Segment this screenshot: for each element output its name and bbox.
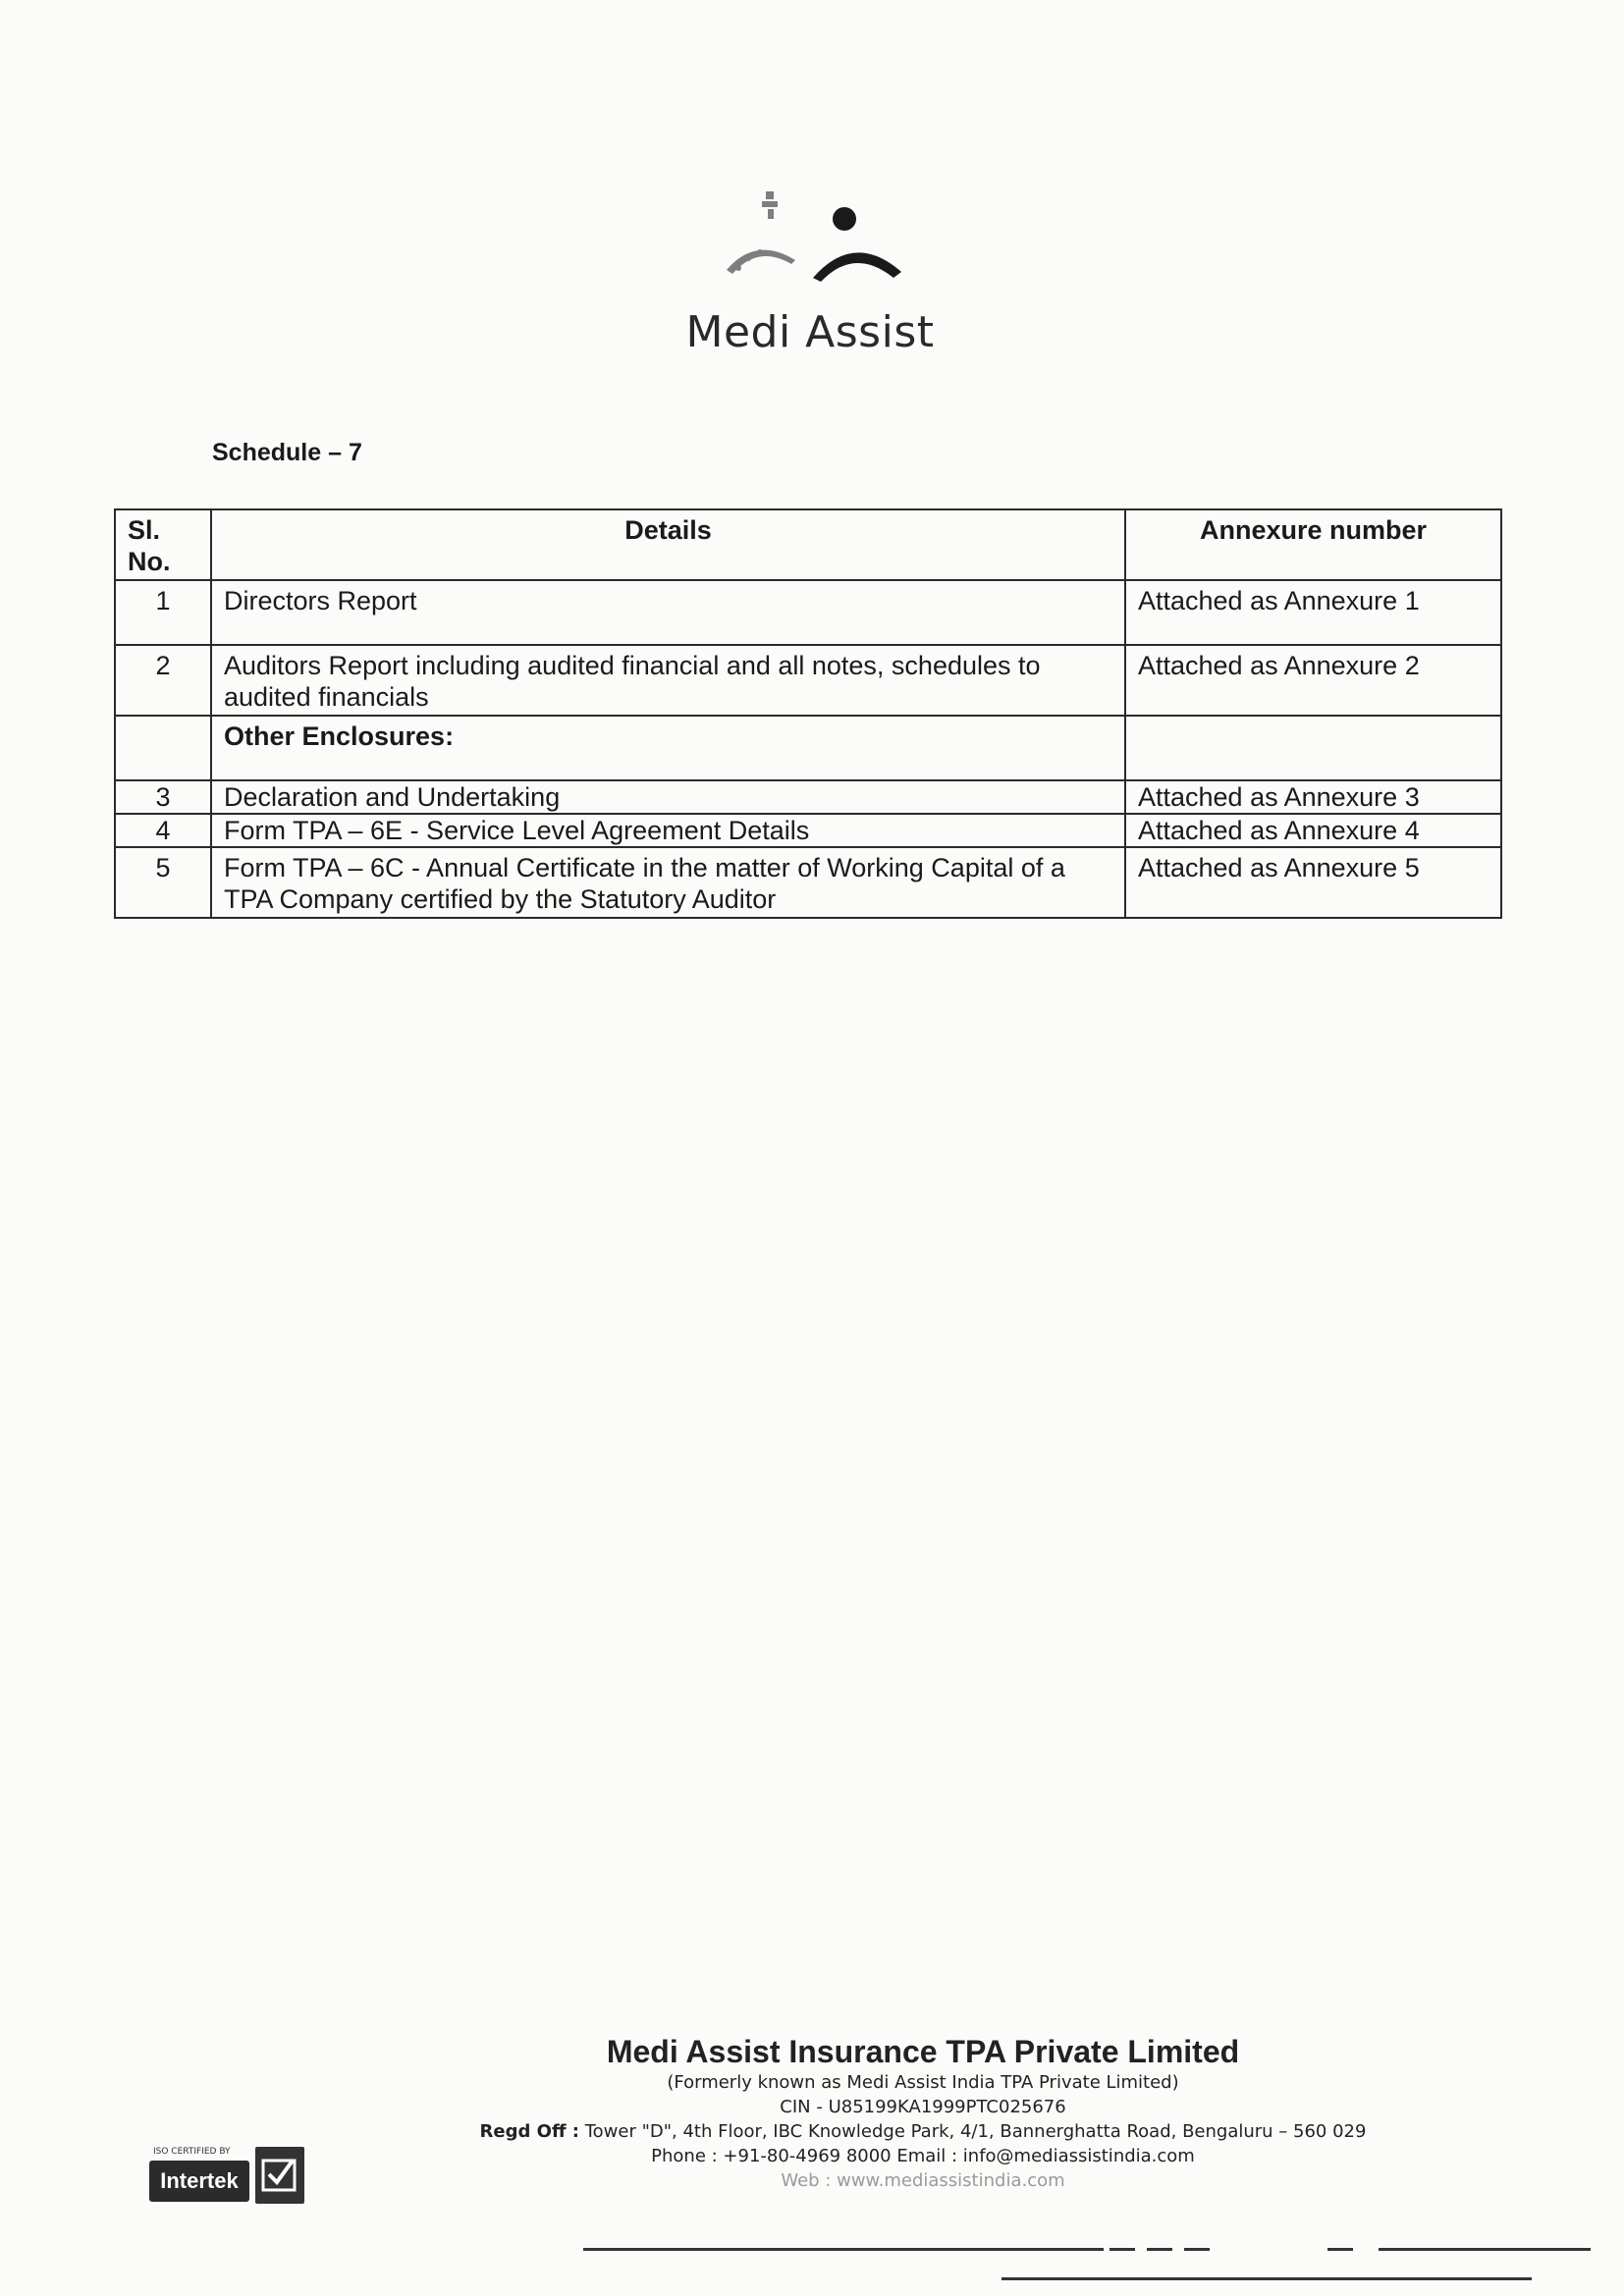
details-cell: Directors Report [211, 580, 1125, 645]
details-cell: Form TPA – 6E - Service Level Agreement Details [211, 814, 1125, 847]
other-enclosures-heading: Other Enclosures: [211, 716, 1125, 780]
footer-rule [1147, 2248, 1172, 2251]
footer-rule [583, 2248, 1104, 2251]
table-row [115, 847, 1501, 918]
footer-rule [1379, 2248, 1591, 2251]
annexure-cell: Attached as Annexure 4 [1125, 814, 1501, 847]
medi-assist-logo-icon [697, 182, 933, 299]
table-row [115, 780, 1501, 814]
annexure-cell: Attached as Annexure 2 [1125, 645, 1501, 716]
header-annexure-number: Annexure number [1125, 509, 1501, 580]
schedule-title: Schedule – 7 [212, 439, 362, 466]
certification-badge [149, 2147, 326, 2225]
footer-rule [1184, 2248, 1210, 2251]
footer-cin: CIN - U85199KA1999PTC025676 [780, 2097, 1066, 2117]
details-cell: Auditors Report including audited financial and all notes, schedules to audited financials [211, 645, 1125, 716]
intertek-badge: Intertek [149, 2161, 249, 2202]
footer-regd-label: Regd Off : [479, 2121, 579, 2142]
table-row [115, 814, 1501, 847]
schedule-table [114, 508, 1502, 919]
footer-rule [1001, 2277, 1532, 2280]
footer-rule [1110, 2248, 1135, 2251]
annexure-cell: Attached as Annexure 3 [1125, 780, 1501, 814]
footer-company-name: Medi Assist Insurance TPA Private Limited [606, 2034, 1240, 2069]
table-row [115, 716, 1501, 780]
annexure-cell [1125, 716, 1501, 780]
logo-text: Medi Assist [685, 307, 935, 357]
footer-rule [1327, 2248, 1353, 2251]
footer-contact: Phone : +91-80-4969 8000 Email : info@mediassistindia.com [651, 2146, 1195, 2166]
footer-regd-address: Tower "D", 4th Floor, IBC Knowledge Park, 4/1, Bannerghatta Road, Bengaluru – 560 029 [584, 2121, 1367, 2142]
table-row [115, 580, 1501, 645]
sl-cell: 3 [115, 780, 211, 814]
sl-cell [115, 716, 211, 780]
letterhead-footer [432, 2034, 1414, 2193]
details-cell: Form TPA – 6C - Annual Certificate in the matter of Working Capital of a TPA Company certified by the Statutory Auditor [211, 847, 1125, 918]
sl-cell: 5 [115, 847, 211, 918]
sl-cell: 2 [115, 645, 211, 716]
annexure-cell: Attached as Annexure 5 [1125, 847, 1501, 918]
sl-cell: 4 [115, 814, 211, 847]
company-logo [677, 182, 952, 378]
footer-registered-office [432, 2119, 1414, 2144]
footer-formerly: (Formerly known as Medi Assist India TPA Private Limited) [667, 2072, 1179, 2093]
cert-small-text: ISO CERTIFIED BY [153, 2147, 231, 2157]
details-cell: Declaration and Undertaking [211, 780, 1125, 814]
header-details: Details [211, 509, 1125, 580]
header-sl-no: Sl. No. [115, 509, 211, 580]
table-header-row [115, 509, 1501, 580]
table-row [115, 645, 1501, 716]
footer-web: Web : www.mediassistindia.com [781, 2170, 1065, 2191]
annexure-cell: Attached as Annexure 1 [1125, 580, 1501, 645]
sl-cell: 1 [115, 580, 211, 645]
checkmark-icon [255, 2147, 304, 2204]
